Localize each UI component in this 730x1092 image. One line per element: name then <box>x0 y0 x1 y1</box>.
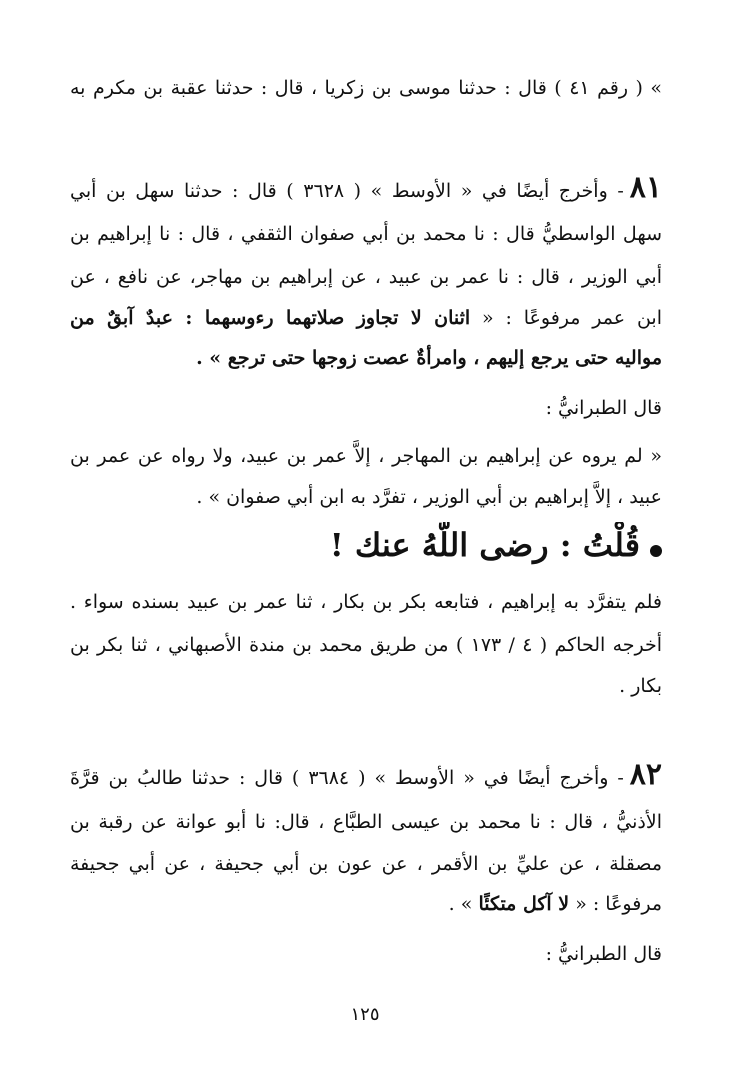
entry-82-number: ٨٢ <box>629 757 662 792</box>
entry-81-line-1 <box>70 170 662 209</box>
page-number: ١٢٥ <box>350 1004 380 1025</box>
tabarani-quote-line-1: « لم يروه عن إبراهيم بن المهاجر ، إلاَّ عمر بن عبيد، ولا رواه عن عمر بن <box>70 445 662 467</box>
tabarani-quote-line-2: عبيد ، إلاَّ إبراهيم بن أبي الوزير ، تفرَّد به ابن أبي صفوان » . <box>196 486 662 508</box>
entry-81-number: ٨١ <box>629 170 662 205</box>
entry-81-line-1-text: - وأخرج أيضًا في « الأوسط » ( ٣٦٢٨ ) قال : حدثنا سهل بن أبي <box>70 180 624 202</box>
entry-81-hadith-start: اثنان لا تجاوز صلاتهما رءوسهما : عبدٌ آبقٌ من <box>70 307 471 329</box>
entry-81-line-2: سهل الواسطيُّ قال : نا محمد بن أبي صفوان الثقفي ، قال : نا إبراهيم بن <box>70 223 662 245</box>
qult-line-2: أخرجه الحاكم ( ٤ / ١٧٣ ) من طريق محمد بن مندة الأصبهاني ، ثنا بكر بن <box>70 634 662 656</box>
entry-82-line-1-text: - وأخرج أيضًا في « الأوسط » ( ٣٦٨٤ ) قال : حدثنا طالبُ بن قرَّةَ <box>70 767 624 789</box>
tabarani-label-1: قال الطبرانيُّ : <box>545 397 662 419</box>
qult-line-1: فلم يتفرَّد به إبراهيم ، فتابعه بكر بن بكار ، ثنا عمر بن عبيد بسنده سواء . <box>70 591 662 613</box>
qult-heading <box>70 522 662 573</box>
qult-line-3: بكار . <box>619 675 662 697</box>
entry-82-line-3: مصقلة ، عن عليِّ بن الأقمر ، عن عون بن أبي جحيفة ، عن أبي جحيفة <box>70 853 662 875</box>
entry-82-line-4-end: » . <box>448 893 473 915</box>
bullet-icon <box>650 545 662 557</box>
entry-81-line-4 <box>70 300 662 336</box>
qult-text: قُلْتُ : رضى اللَّهُ عنك ! <box>329 526 640 564</box>
tabarani-label-2: قال الطبرانيُّ : <box>545 943 662 965</box>
entry-82-line-1 <box>70 757 662 796</box>
entry-81-line-5: مواليه حتى يرجع إليهم ، وامرأةٌ عصت زوجها حتى ترجع » . <box>196 347 662 369</box>
entry-82-line-2: الأذنيُّ ، قال : نا محمد بن عيسى الطبَّاع ، قال: نا أبو عوانة عن رقبة بن <box>70 811 662 833</box>
entry-82-line-4 <box>70 886 662 922</box>
entry-82-hadith: لا آكل متكئًا <box>478 893 570 915</box>
entry-81-line-4-plain: ابن عمر مرفوعًا : « <box>482 307 662 329</box>
header-line: » ( رقم ٤١ ) قال : حدثنا موسى بن زكريا ، قال : حدثنا عقبة بن مكرم به <box>70 77 662 99</box>
entry-82-line-4-plain: مرفوعًا : « <box>575 893 662 915</box>
entry-81-line-3: أبي الوزير ، قال : نا عمر بن عبيد ، عن إبراهيم بن مهاجر، عن نافع ، عن <box>70 266 662 288</box>
